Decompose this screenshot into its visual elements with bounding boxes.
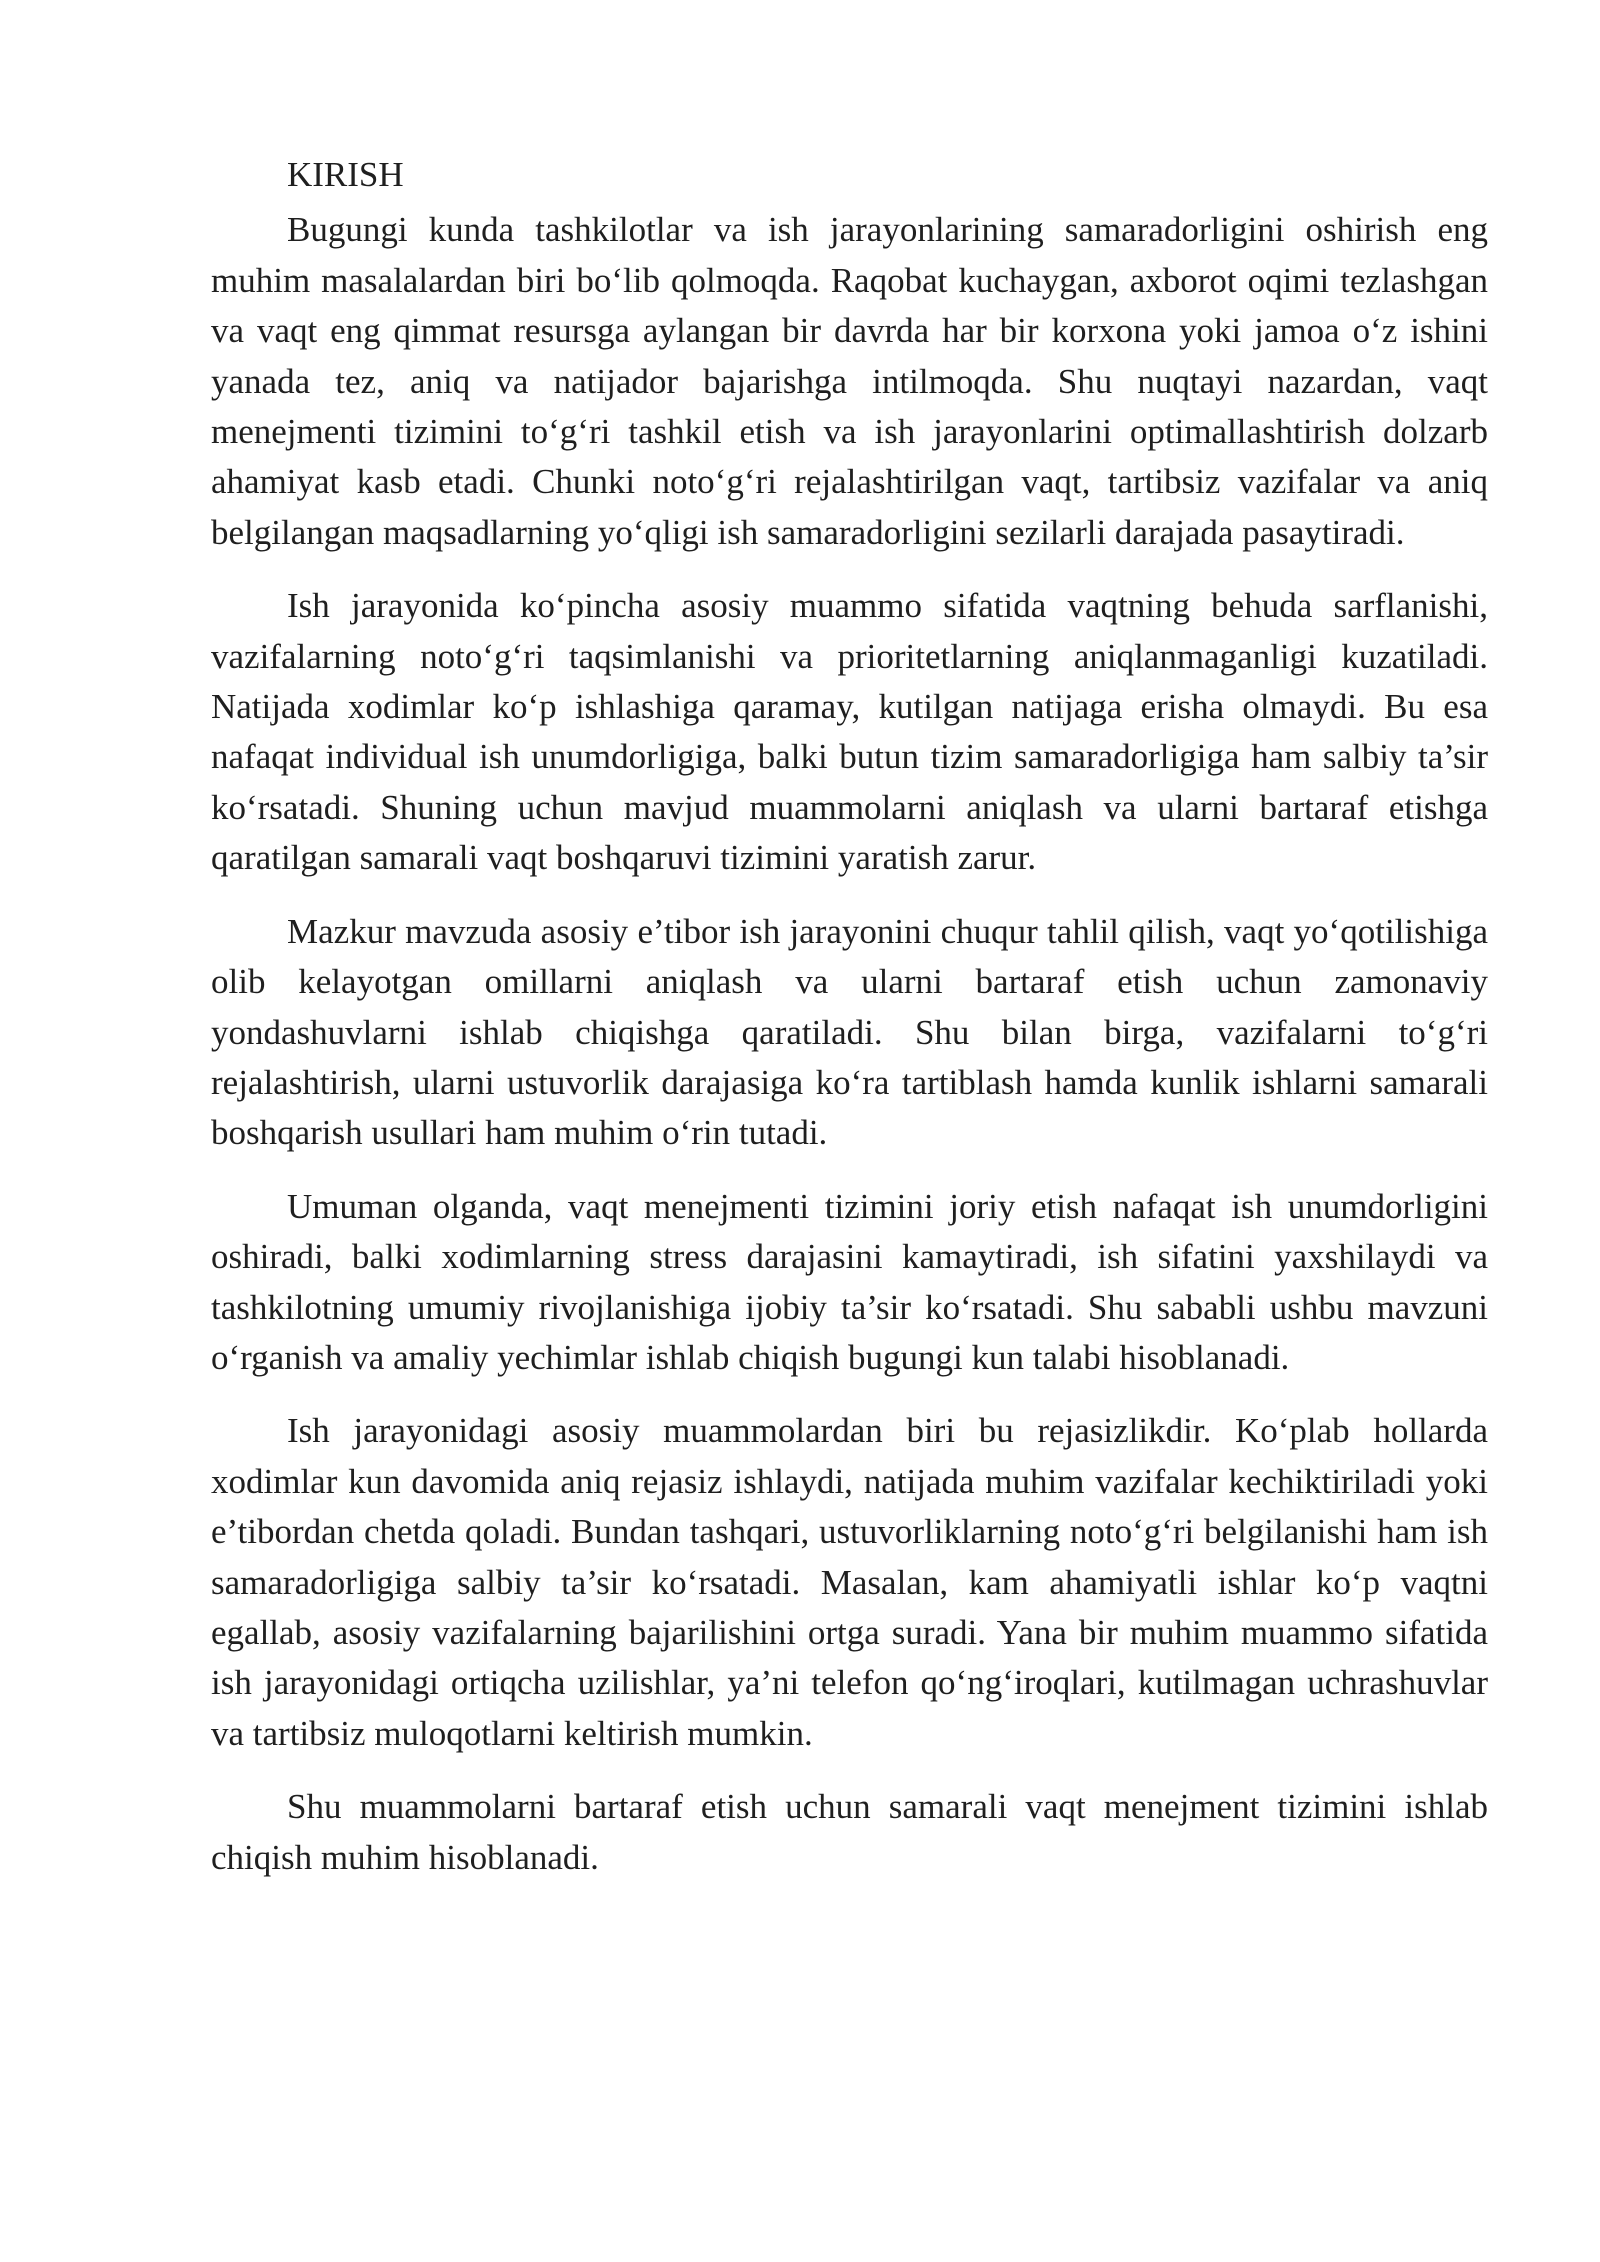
paragraph-3: Mazkur mavzuda asosiy e’tibor ish jarayonini chuqur tahlil qilish, vaqt yo‘qotilishiga olib kelayotgan omillarni aniqlash va ularni bartaraf etish uchun zamonaviy yondashuvlarni ishlab chiqishga qaratiladi. Shu bilan birga, vazifalarni to‘g‘ri rejalashtirish, ularni ustuvorlik darajasiga ko‘ra tartiblash hamda kunlik ishlarni samarali boshqarish usullari ham muhim o‘rin tutadi.: [211, 911, 1488, 1153]
paragraph-1: Bugungi kunda tashkilotlar va ish jarayonlarining samaradorligini oshirish eng muhim masalalardan biri bo‘lib qolmoqda. Raqobat kuchaygan, axborot oqimi tezlashgan va vaqt eng qimmat resursga aylangan bir davrda har bir korxona yoki jamoa o‘z ishini yanada tez, aniq va natijador bajarishga intilmoqda. Shu nuqtayi nazardan, vaqt menejmenti tizimini to‘g‘ri tashkil etish va ish jarayonlarini optimallashtirish dolzarb ahamiyat kasb etadi. Chunki noto‘g‘ri rejalashtirilgan vaqt, tartibsiz vazifalar va aniq belgilangan maqsadlarning yo‘qligi ish samaradorligini sezilarli darajada pasaytiradi.: [211, 210, 1488, 552]
paragraph-6: Shu muammolarni bartaraf etish uchun samarali vaqt menejment tizimini ishlab chiqish muhim hisoblanadi.: [211, 1787, 1488, 1877]
paragraph-4: Umuman olganda, vaqt menejmenti tizimini joriy etish nafaqat ish unumdorligini oshiradi, balki xodimlarning stress darajasini kamaytiradi, ish sifatini yaxshilaydi va tashkilotning umumiy rivojlanishiga ijobiy ta’sir ko‘rsatadi. Shu sababli ushbu mavzuni o‘rganish va amaliy yechimlar ishlab chiqish bugungi kun talabi hisoblanadi.: [211, 1186, 1488, 1377]
paragraph-5: Ish jarayonidagi asosiy muammolardan biri bu rejasizlikdir. Ko‘plab hollarda xodimlar kun davomida aniq rejasiz ishlaydi, natijada muhim vazifalar kechiktiriladi yoki e’tibordan chetda qoladi. Bundan tashqari, ustuvorliklarning noto‘g‘ri belgilanishi ham ish samaradorligiga salbiy ta’sir ko‘rsatadi. Masalan, kam ahamiyatli ishlar ko‘p vaqtni egallab, asosiy vazifalarning bajarilishini ortga suradi. Yana bir muhim muammo sifatida ish jarayonidagi ortiqcha uzilishlar, ya’ni telefon qo‘ng‘iroqlari, kutilmagan uchrashuvlar va tartibsiz muloqotlarni keltirish mumkin.: [211, 1411, 1488, 1753]
paragraph-2: Ish jarayonida ko‘pincha asosiy muammo sifatida vaqtning behuda sarflanishi, vazifalarning noto‘g‘ri taqsimlanishi va prioritetlarning aniqlanmaganligi kuzatiladi. Natijada xodimlar ko‘p ishlashiga qaramay, kutilgan natijaga erisha olmaydi. Bu esa nafaqat individual ish unumdorligiga, balki butun tizim samaradorligiga ham salbiy ta’sir ko‘rsatadi. Shuning uchun mavjud muammolarni aniqlash va ularni bartaraf etishga qaratilgan samarali vaqt boshqaruvi tizimini yaratish zarur.: [211, 586, 1488, 878]
document-heading: KIRISH: [287, 155, 404, 194]
document-page: [211, 150, 1488, 1906]
